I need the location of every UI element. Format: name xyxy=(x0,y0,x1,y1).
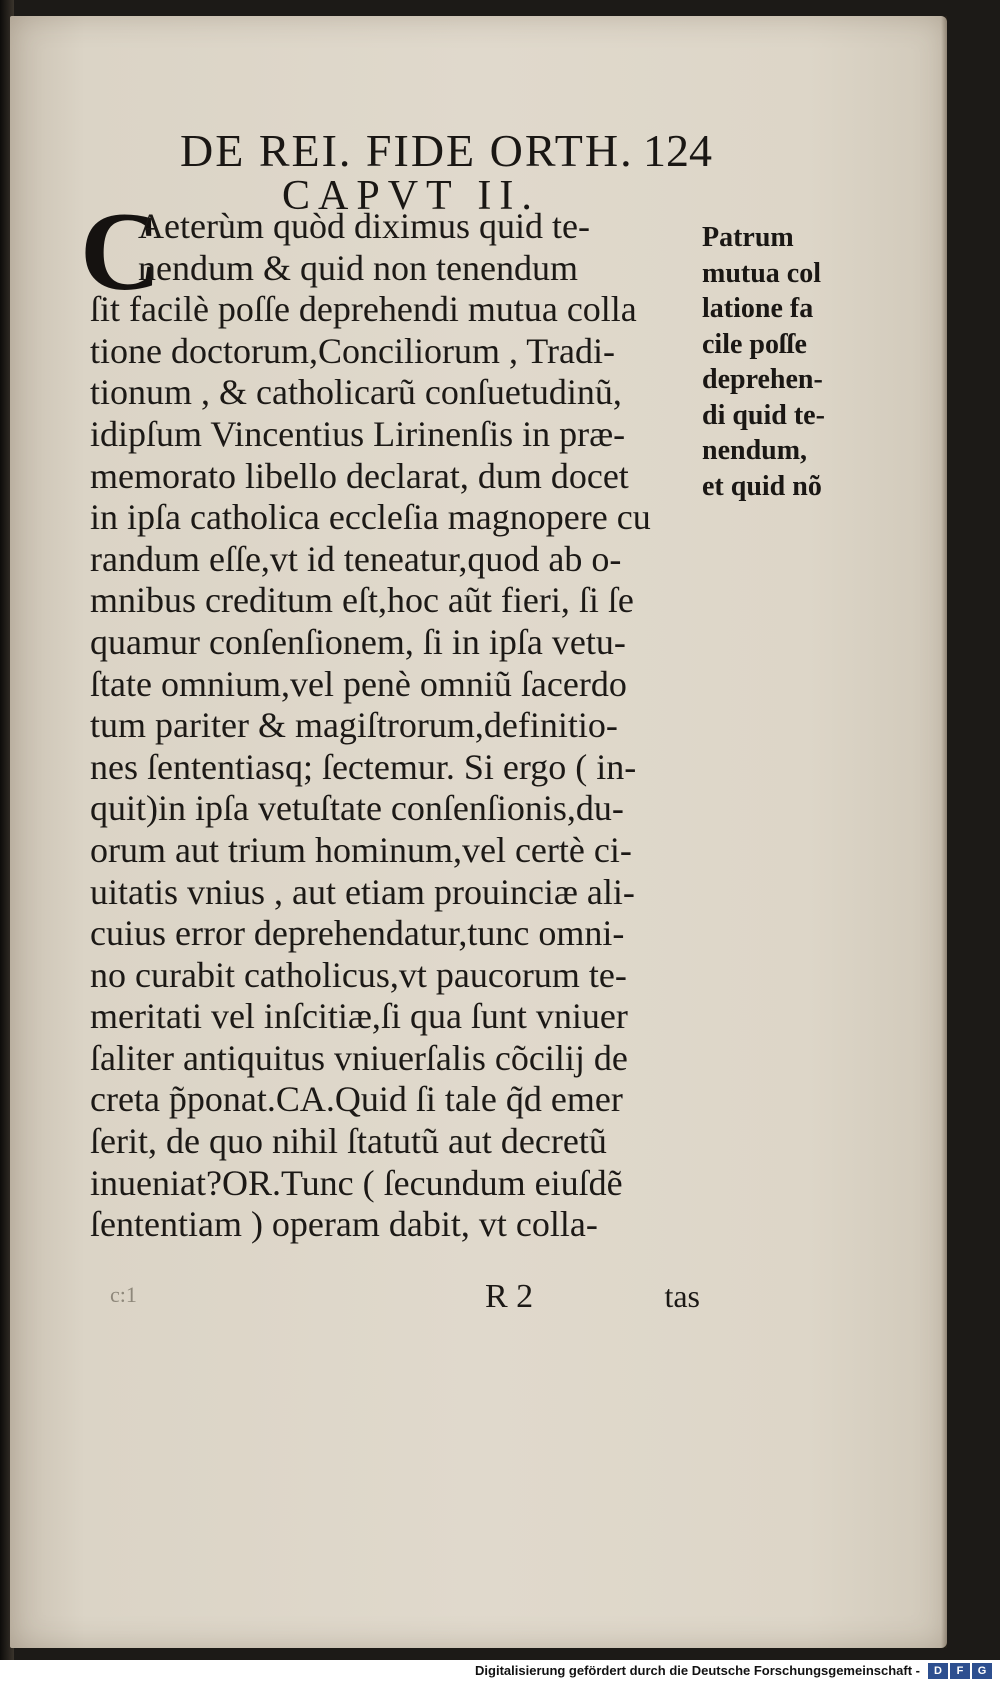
page-edge-shadow xyxy=(941,16,947,1648)
text-line: memorato libello declarat, dum docet xyxy=(90,455,629,496)
text-line: creta p̃ponat.CA.Quid ſi tale q̃d emer xyxy=(90,1079,623,1120)
text-line: mnibus creditum eſt,hoc aũt fieri, ſi ſe xyxy=(90,580,634,621)
text-line: uitatis vnius , aut etiam prouinciæ ali- xyxy=(90,871,635,912)
text-line: no curabit catholicus,vt paucorum te- xyxy=(90,954,627,995)
digitization-credit: Digitalisierung gefördert durch die Deutsche Forschungsgemeinschaft - xyxy=(475,1663,920,1678)
margin-note-line: et quid nõ xyxy=(702,470,822,502)
text-line: in ipſa catholica eccleſia magnopere cu xyxy=(90,497,651,538)
chapter-heading: CAPVT II. xyxy=(282,173,540,219)
margin-note-line: deprehen- xyxy=(702,364,823,395)
margin-note-line: di quid te- xyxy=(702,399,825,431)
dfg-logo-letter: F xyxy=(950,1663,970,1679)
margin-note-line: Patrum xyxy=(702,222,794,253)
book-page xyxy=(10,16,947,1648)
text-line: cuius error deprehendatur,tunc omni- xyxy=(90,913,625,954)
text-line: ſtate omnium,vel penè omniũ ſacerdo xyxy=(90,663,627,704)
text-line: ſit facilè poſſe deprehendi mutua colla xyxy=(90,289,637,330)
running-title: DE REI. FIDE ORTH. xyxy=(180,125,634,176)
drop-capital: C xyxy=(80,190,161,314)
text-line: Aeterùm quòd diximus quid te- xyxy=(138,206,590,246)
text-line: nes ſententiasq; ſectemur. Si ergo ( in- xyxy=(90,746,637,787)
dfg-logo xyxy=(928,1662,994,1680)
page-number: 124 xyxy=(643,125,712,176)
text-line: idipſum Vincentius Lirinenſis in præ- xyxy=(90,413,626,454)
text-line: ſerit, de quo nihil ſtatutũ aut decretũ xyxy=(90,1121,607,1162)
text-line: tione doctorum,Conciliorum , Tradi- xyxy=(90,330,615,371)
text-line: inueniat?OR.Tunc ( ſecundum eiuſdẽ xyxy=(90,1162,623,1203)
text-line: quamur conſenſionem, ſi in ipſa vetu- xyxy=(90,621,626,662)
text-line: nendum & quid non tenendum xyxy=(138,247,578,288)
text-line: randum eſſe,vt id teneatur,quod ab o- xyxy=(90,538,622,579)
text-line: meritati vel inſcitiæ,ſi qua ſunt vniuer xyxy=(90,996,628,1037)
margin-note-line: mutua col xyxy=(702,257,821,289)
catchword: tas xyxy=(664,1278,700,1314)
text-line: tionum , & catholicarũ conſuetudinũ, xyxy=(90,372,622,413)
faint-mark: c:1 xyxy=(110,1282,137,1307)
margin-note-line: nendum, xyxy=(702,435,808,466)
text-line: tum pariter & magiſtrorum,definitio- xyxy=(90,705,618,746)
text-line: orum aut trium hominum,vel certè ci- xyxy=(90,829,632,870)
margin-note xyxy=(702,220,862,504)
signature-mark: R 2 xyxy=(485,1278,534,1315)
margin-note-line: latione fa xyxy=(702,293,814,324)
text-line: ſententiam ) operam dabit, vt colla- xyxy=(90,1204,598,1245)
body-text xyxy=(90,206,700,1246)
dfg-logo-letter: G xyxy=(972,1663,992,1679)
page-bottom-marks xyxy=(90,1278,700,1318)
dfg-logo-letter: D xyxy=(928,1663,948,1679)
margin-note-line: cile poſſe xyxy=(702,328,807,360)
text-line: quit)in ipſa vetuſtate conſenſionis,du- xyxy=(90,788,624,829)
text-line: ſaliter antiquitus vniuerſalis cõcilij de xyxy=(90,1037,628,1078)
